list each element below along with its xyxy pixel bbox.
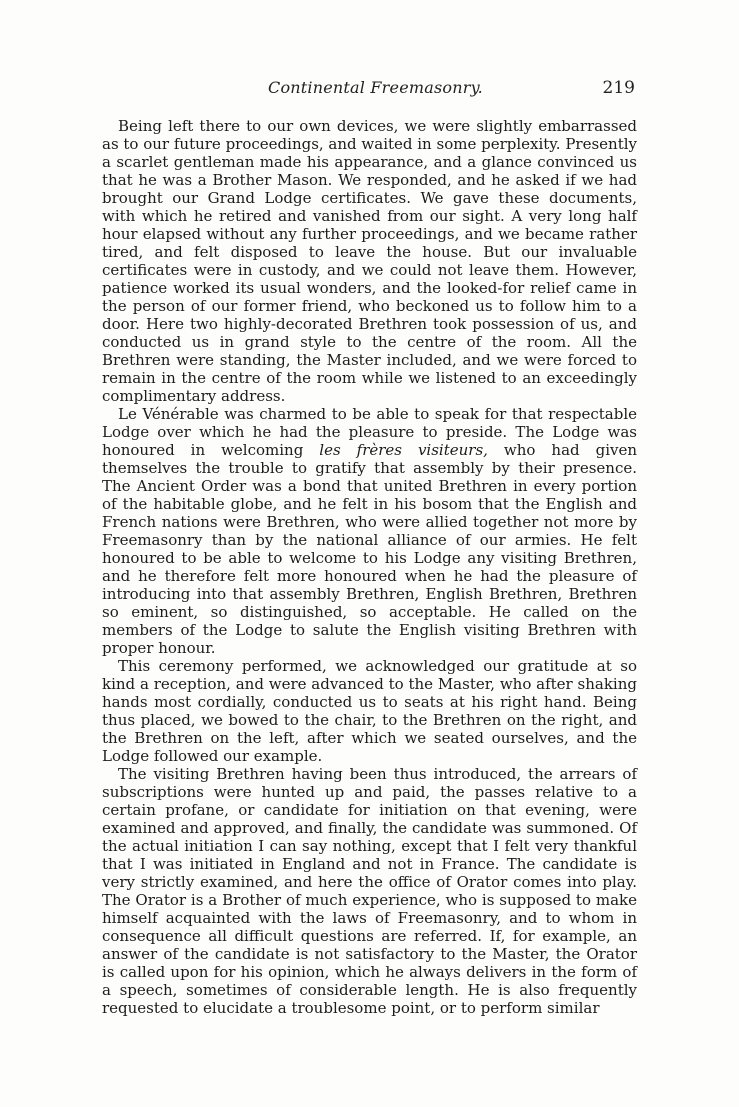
running-title: Continental Freemasonry. (268, 78, 483, 97)
body-text (102, 117, 637, 1017)
page-header (102, 78, 649, 104)
italic-phrase: les frères visiteurs, (319, 441, 488, 459)
paragraph-2-text-after: who had given themselves the trouble to gratify that assembly by their presence. The Ancient Order was a bond that united Brethren in every portion of the habitable globe, and he felt in his bosom that the English and French nations were Brethren, who were allied together not more by Freemasonry than by the national alliance of our armies. He felt honoured to be able to welcome to his Lodge any visiting Brethren, and he therefore felt more honoured when he had the pleasure of introducing into that assembly Brethren, English Brethren, Brethren so eminent, so distinguished, so acceptable. He called on the members of the Lodge to salute the English visiting Brethren with proper honour. (102, 441, 637, 657)
paragraph-2 (102, 405, 637, 657)
paragraph-2-text-before: Le Vénérable was charmed to be able to speak for that respectable Lodge over which he had the pleasure to preside. The Lodge was honoured in welcoming (102, 405, 637, 459)
paragraph-4: The visiting Brethren having been thus introduced, the arrears of subscriptions were hunted up and paid, the passes relative to a certain profane, or candidate for initiation on that evening, were examined and approved, and finally, the candidate was summoned. Of the actual initiation I can say nothing, except that I felt very thankful that I was initiated in England and not in France. The candidate is very strictly examined, and here the office of Orator comes into play. The Orator is a Brother of much experience, who is supposed to make himself acquainted with the laws of Freemasonry, and to whom in consequence all difficult questions are referred. If, for example, an answer of the candidate is not satisfactory to the Master, the Orator is called upon for his opinion, which he always delivers in the form of a speech, sometimes of considerable length. He is also frequently requested to elucidate a troublesome point, or to perform similar (102, 765, 637, 1017)
paragraph-3: This ceremony performed, we acknowledged our gratitude at so kind a reception, and were advanced to the Master, who after shaking hands most cordially, conducted us to seats at his right hand. Being thus placed, we bowed to the chair, to the Brethren on the right, and the Brethren on the left, after which we seated ourselves, and the Lodge followed our example. (102, 657, 637, 765)
paragraph-1: Being left there to our own devices, we were slightly embarrassed as to our future proceedings, and waited in some perplexity. Presently a scarlet gentleman made his appearance, and a glance convinced us that he was a Brother Mason. We responded, and he asked if we had brought our Grand Lodge certificates. We gave these documents, with which he retired and vanished from our sight. A very long half hour elapsed without any further proceedings, and we became rather tired, and felt disposed to leave the house. But our invaluable certificates were in custody, and we could not leave them. However, patience worked its usual wonders, and the looked-for relief came in the person of our former friend, who beckoned us to follow him to a door. Here two highly-decorated Brethren took possession of us, and conducted us in grand style to the centre of the room. All the Brethren were standing, the Master included, and we were forced to remain in the centre of the room while we listened to an exceedingly complimentary address. (102, 117, 637, 405)
page-number: 219 (602, 78, 635, 98)
